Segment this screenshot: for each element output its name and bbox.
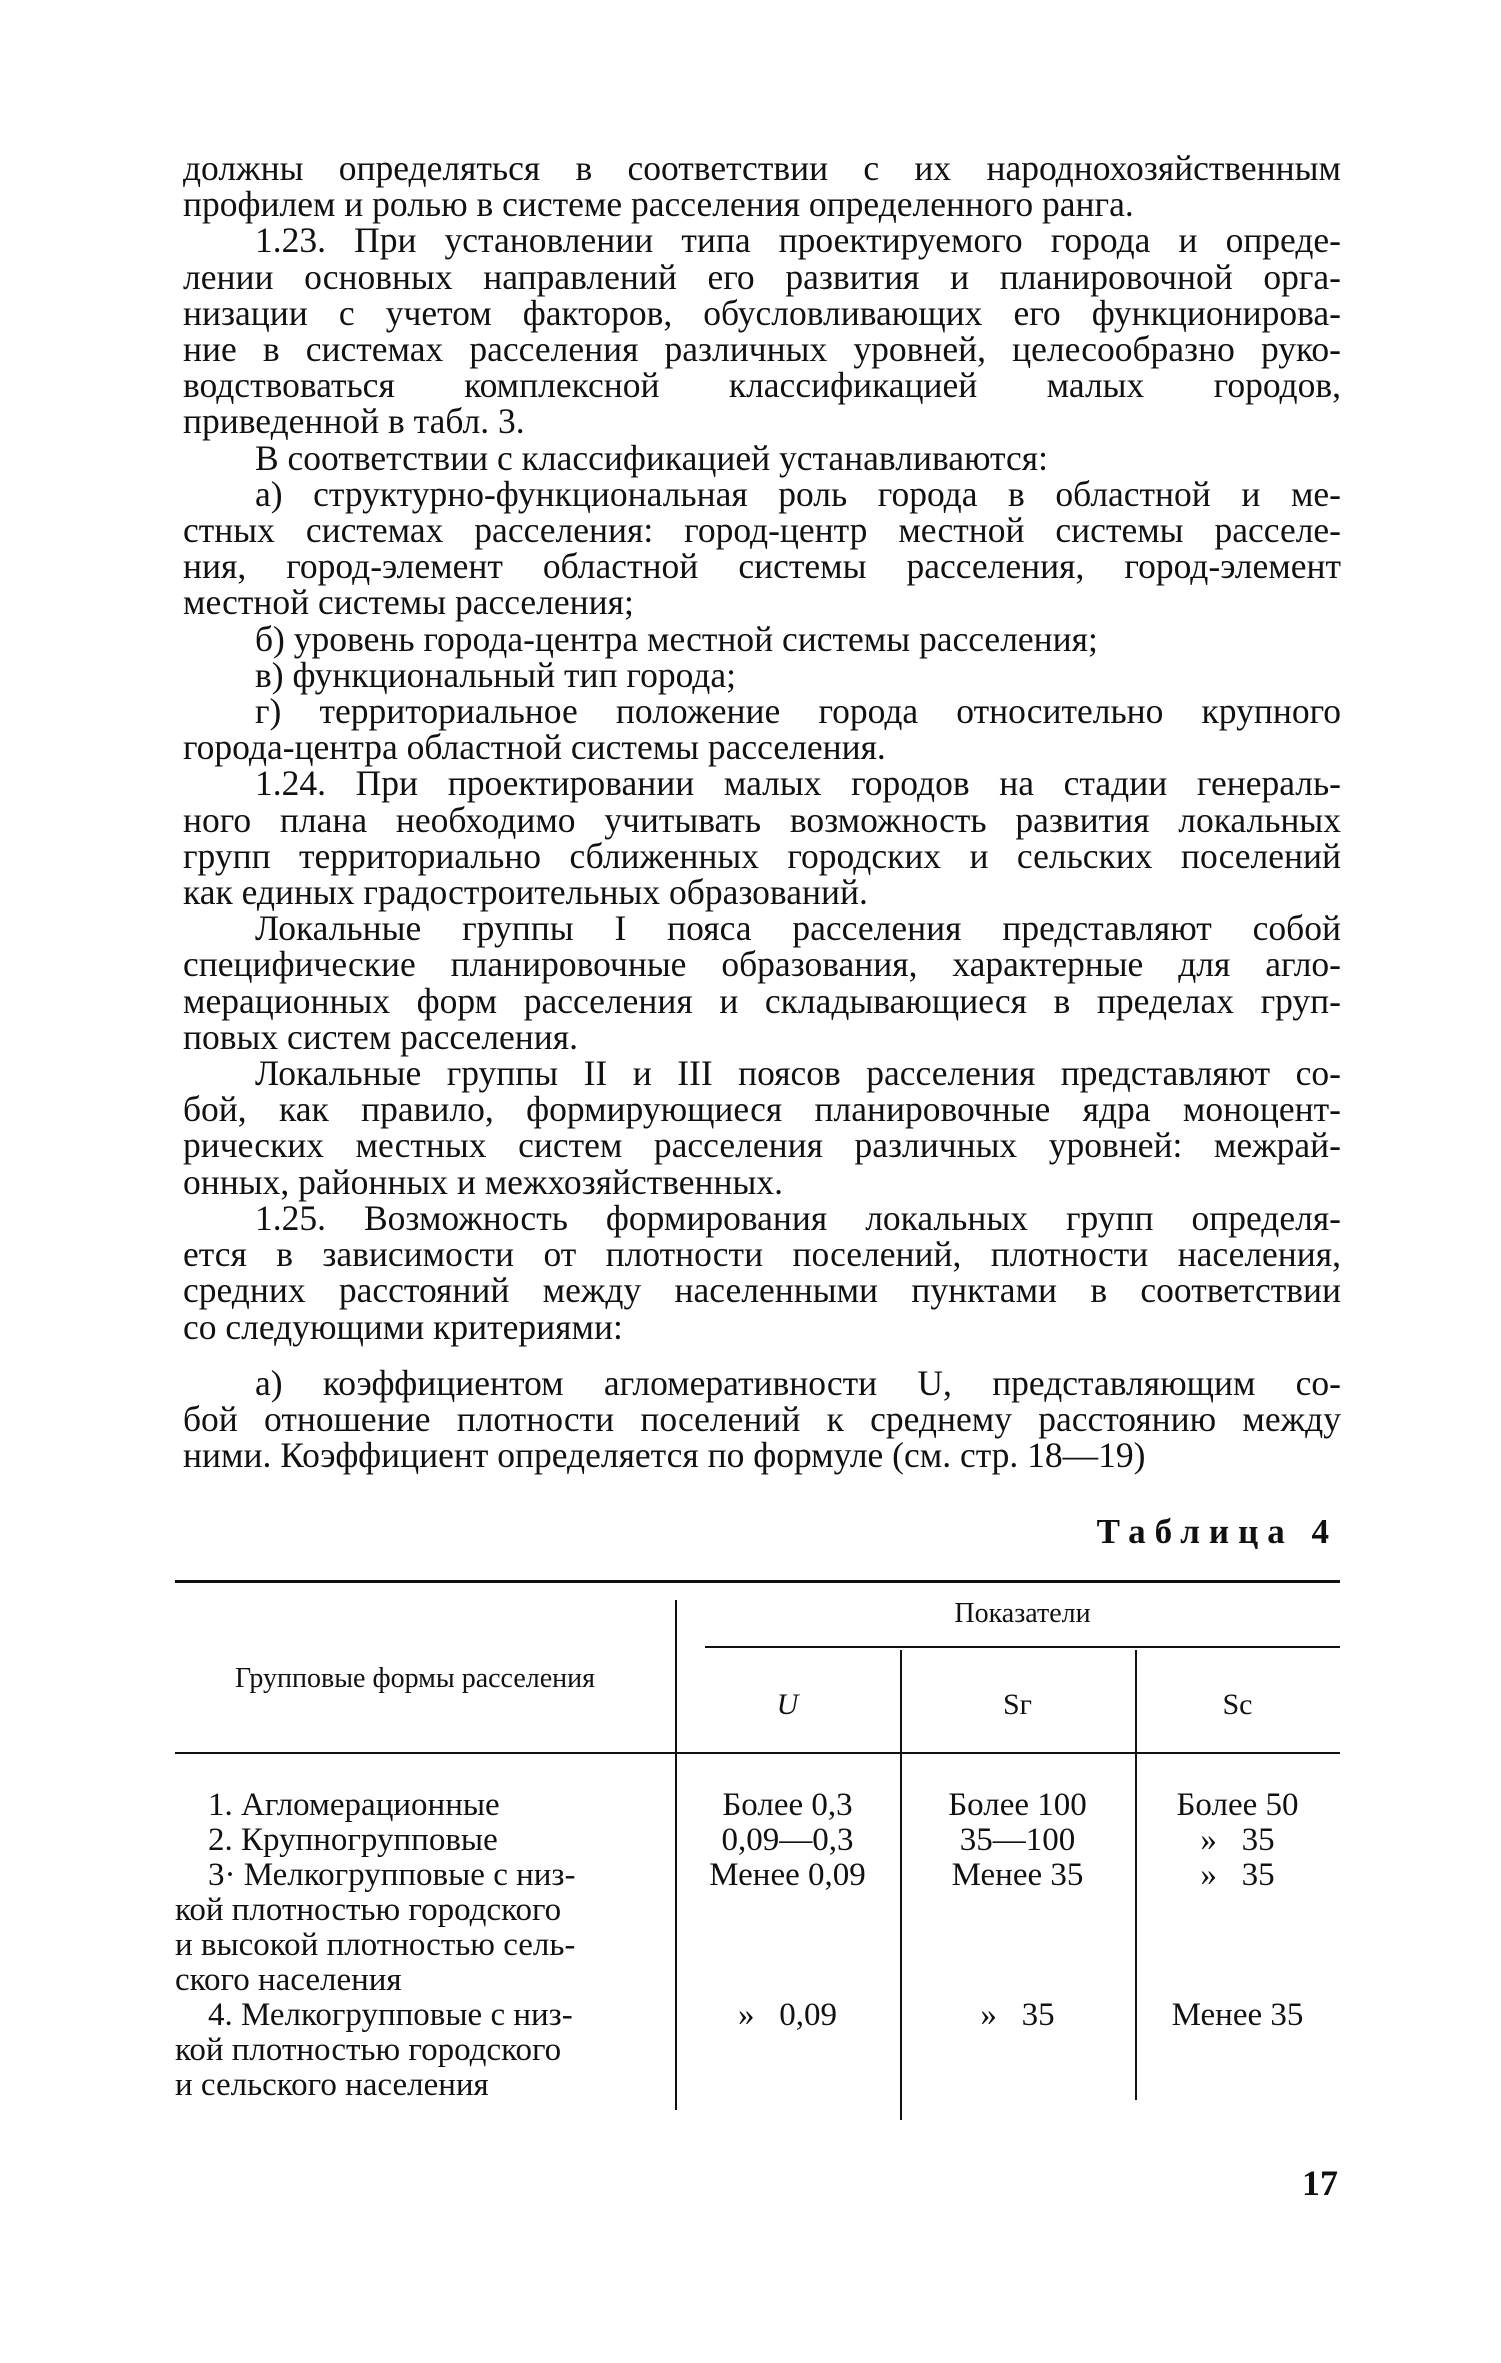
row-label: 2. Крупногрупповые [208, 1822, 498, 1858]
row-label: кой плотностью городского [175, 1892, 562, 1928]
text-line: должны определяться в соответствии с их народнохозяйственным [183, 148, 1341, 188]
text-line: ного плана необходимо учитывать возможность развития локальных [183, 799, 1341, 840]
column-header-sg: Sг [1003, 1688, 1032, 1721]
body-text [183, 148, 1341, 1476]
text-line: 1.23. При установлении типа проектируемого города и опреде- [255, 220, 1341, 261]
text-line: бой, как правило, формирующиеся планировочные ядра моноцент- [183, 1089, 1341, 1130]
cell-sg: Менее 35 [951, 1857, 1084, 1893]
table-header-rule [175, 1752, 1340, 1754]
table-title: Таблица 4 [1096, 1512, 1338, 1551]
text-line: онных, районных и межхозяйственных. [183, 1161, 783, 1202]
text-line: а) структурно-функциональная роль города в областной и ме- [255, 473, 1341, 514]
text-line: Локальные группы I пояса расселения представляют собой [255, 908, 1341, 949]
text-line: В соответствии с классификацией устанавливаются: [255, 437, 1048, 478]
text-line: специфические планировочные образования, характерные для агло- [183, 944, 1341, 985]
text-line: низации с учетом факторов, обусловливающих его функционирова- [183, 292, 1341, 333]
row-label: кой плотностью городского [175, 2032, 562, 2068]
text-line: города-центра областной системы расселения. [183, 727, 886, 768]
text-line: бой отношение плотности поселений к среднему расстоянию между [183, 1398, 1341, 1439]
text-line: средних расстояний между населенными пунктами в соответствии [183, 1270, 1341, 1311]
cell-sc: Более 50 [1176, 1787, 1299, 1823]
text-line: 1.25. Возможность формирования локальных групп определя- [255, 1197, 1341, 1238]
text-line: рических местных систем расселения различных уровней: межрай- [183, 1125, 1341, 1166]
text-line: приведенной в табл. 3. [183, 401, 525, 442]
text-line: стных системах расселения: город-центр местной системы расселе- [183, 510, 1341, 551]
column-header-indicators: Показатели [954, 1598, 1091, 1629]
cell-sc: Менее 35 [1171, 1997, 1304, 2033]
row-label: и высокой плотностью сель- [175, 1927, 576, 1963]
column-header-forms: Групповые формы расселения [234, 1663, 596, 1694]
column-header-u: U [776, 1688, 799, 1721]
text-line: ется в зависимости от плотности поселений, плотности населения, [183, 1234, 1341, 1275]
text-line: мерационных форм расселения и складывающиеся в пределах груп- [183, 980, 1341, 1021]
row-label: 4. Мелкогрупповые с низ- [208, 1997, 573, 2033]
cell-u: » 0,09 [738, 1997, 837, 2033]
text-line: а) коэффициентом агломеративности U, представляющим со- [255, 1362, 1341, 1403]
cell-sg: Более 100 [948, 1787, 1087, 1823]
text-line: Локальные группы II и III поясов расселения представляют со- [255, 1053, 1341, 1094]
text-line: как единых градостроительных образований. [183, 872, 868, 913]
row-label: 3· Мелкогрупповые с низ- [208, 1857, 576, 1893]
text-line: ние в системах расселения различных уровней, целесообразно руко- [183, 329, 1341, 370]
cell-u: 0,09—0,3 [721, 1822, 854, 1858]
text-line: б) уровень города-центра местной системы расселения; [255, 618, 1098, 659]
text-line: водствоваться комплексной классификацией малых городов, [183, 365, 1341, 406]
text-line: г) территориальное положение города относительно крупного [255, 691, 1341, 732]
text-line: лении основных направлений его развития и планировочной орга- [183, 256, 1341, 297]
row-label: 1. Агломерационные [208, 1787, 500, 1823]
text-line: 1.24. При проектировании малых городов на стадии генераль- [255, 763, 1341, 804]
cell-u: Менее 0,09 [709, 1857, 866, 1893]
text-line: групп территориально сближенных городских и сельских поселений [183, 835, 1341, 876]
cell-sc: » 35 [1200, 1822, 1275, 1858]
cell-sg: » 35 [980, 1997, 1055, 2033]
table-top-rule [175, 1580, 1340, 1583]
table-row [175, 1858, 645, 1998]
cell-sg: 35—100 [959, 1822, 1076, 1858]
text-line: в) функциональный тип города; [255, 654, 736, 695]
table-row [175, 1788, 645, 1823]
cell-sc: » 35 [1200, 1857, 1275, 1893]
text-line: ния, город-элемент областной системы расселения, город-элемент [183, 546, 1341, 587]
row-label: и сельского населения [175, 2067, 489, 2103]
text-line: со следующими критериями: [183, 1306, 623, 1347]
cell-u: Более 0,3 [722, 1787, 853, 1823]
data-table [175, 1580, 1340, 2125]
row-label: ского населения [175, 1962, 402, 1998]
column-header-sc: Sс [1222, 1688, 1253, 1721]
table-row [175, 1823, 645, 1858]
text-line: профилем и ролью в системе расселения определенного ранга. [183, 184, 1134, 225]
group-header-rule [705, 1646, 1340, 1648]
page-number: 17 [1302, 2163, 1338, 2203]
table-row [175, 1998, 645, 2103]
text-line: местной системы расселения; [183, 582, 634, 623]
text-line: ними. Коэффициент определяется по формуле (см. стр. 18—19) [183, 1435, 1146, 1476]
text-line: повых систем расселения. [183, 1016, 578, 1057]
